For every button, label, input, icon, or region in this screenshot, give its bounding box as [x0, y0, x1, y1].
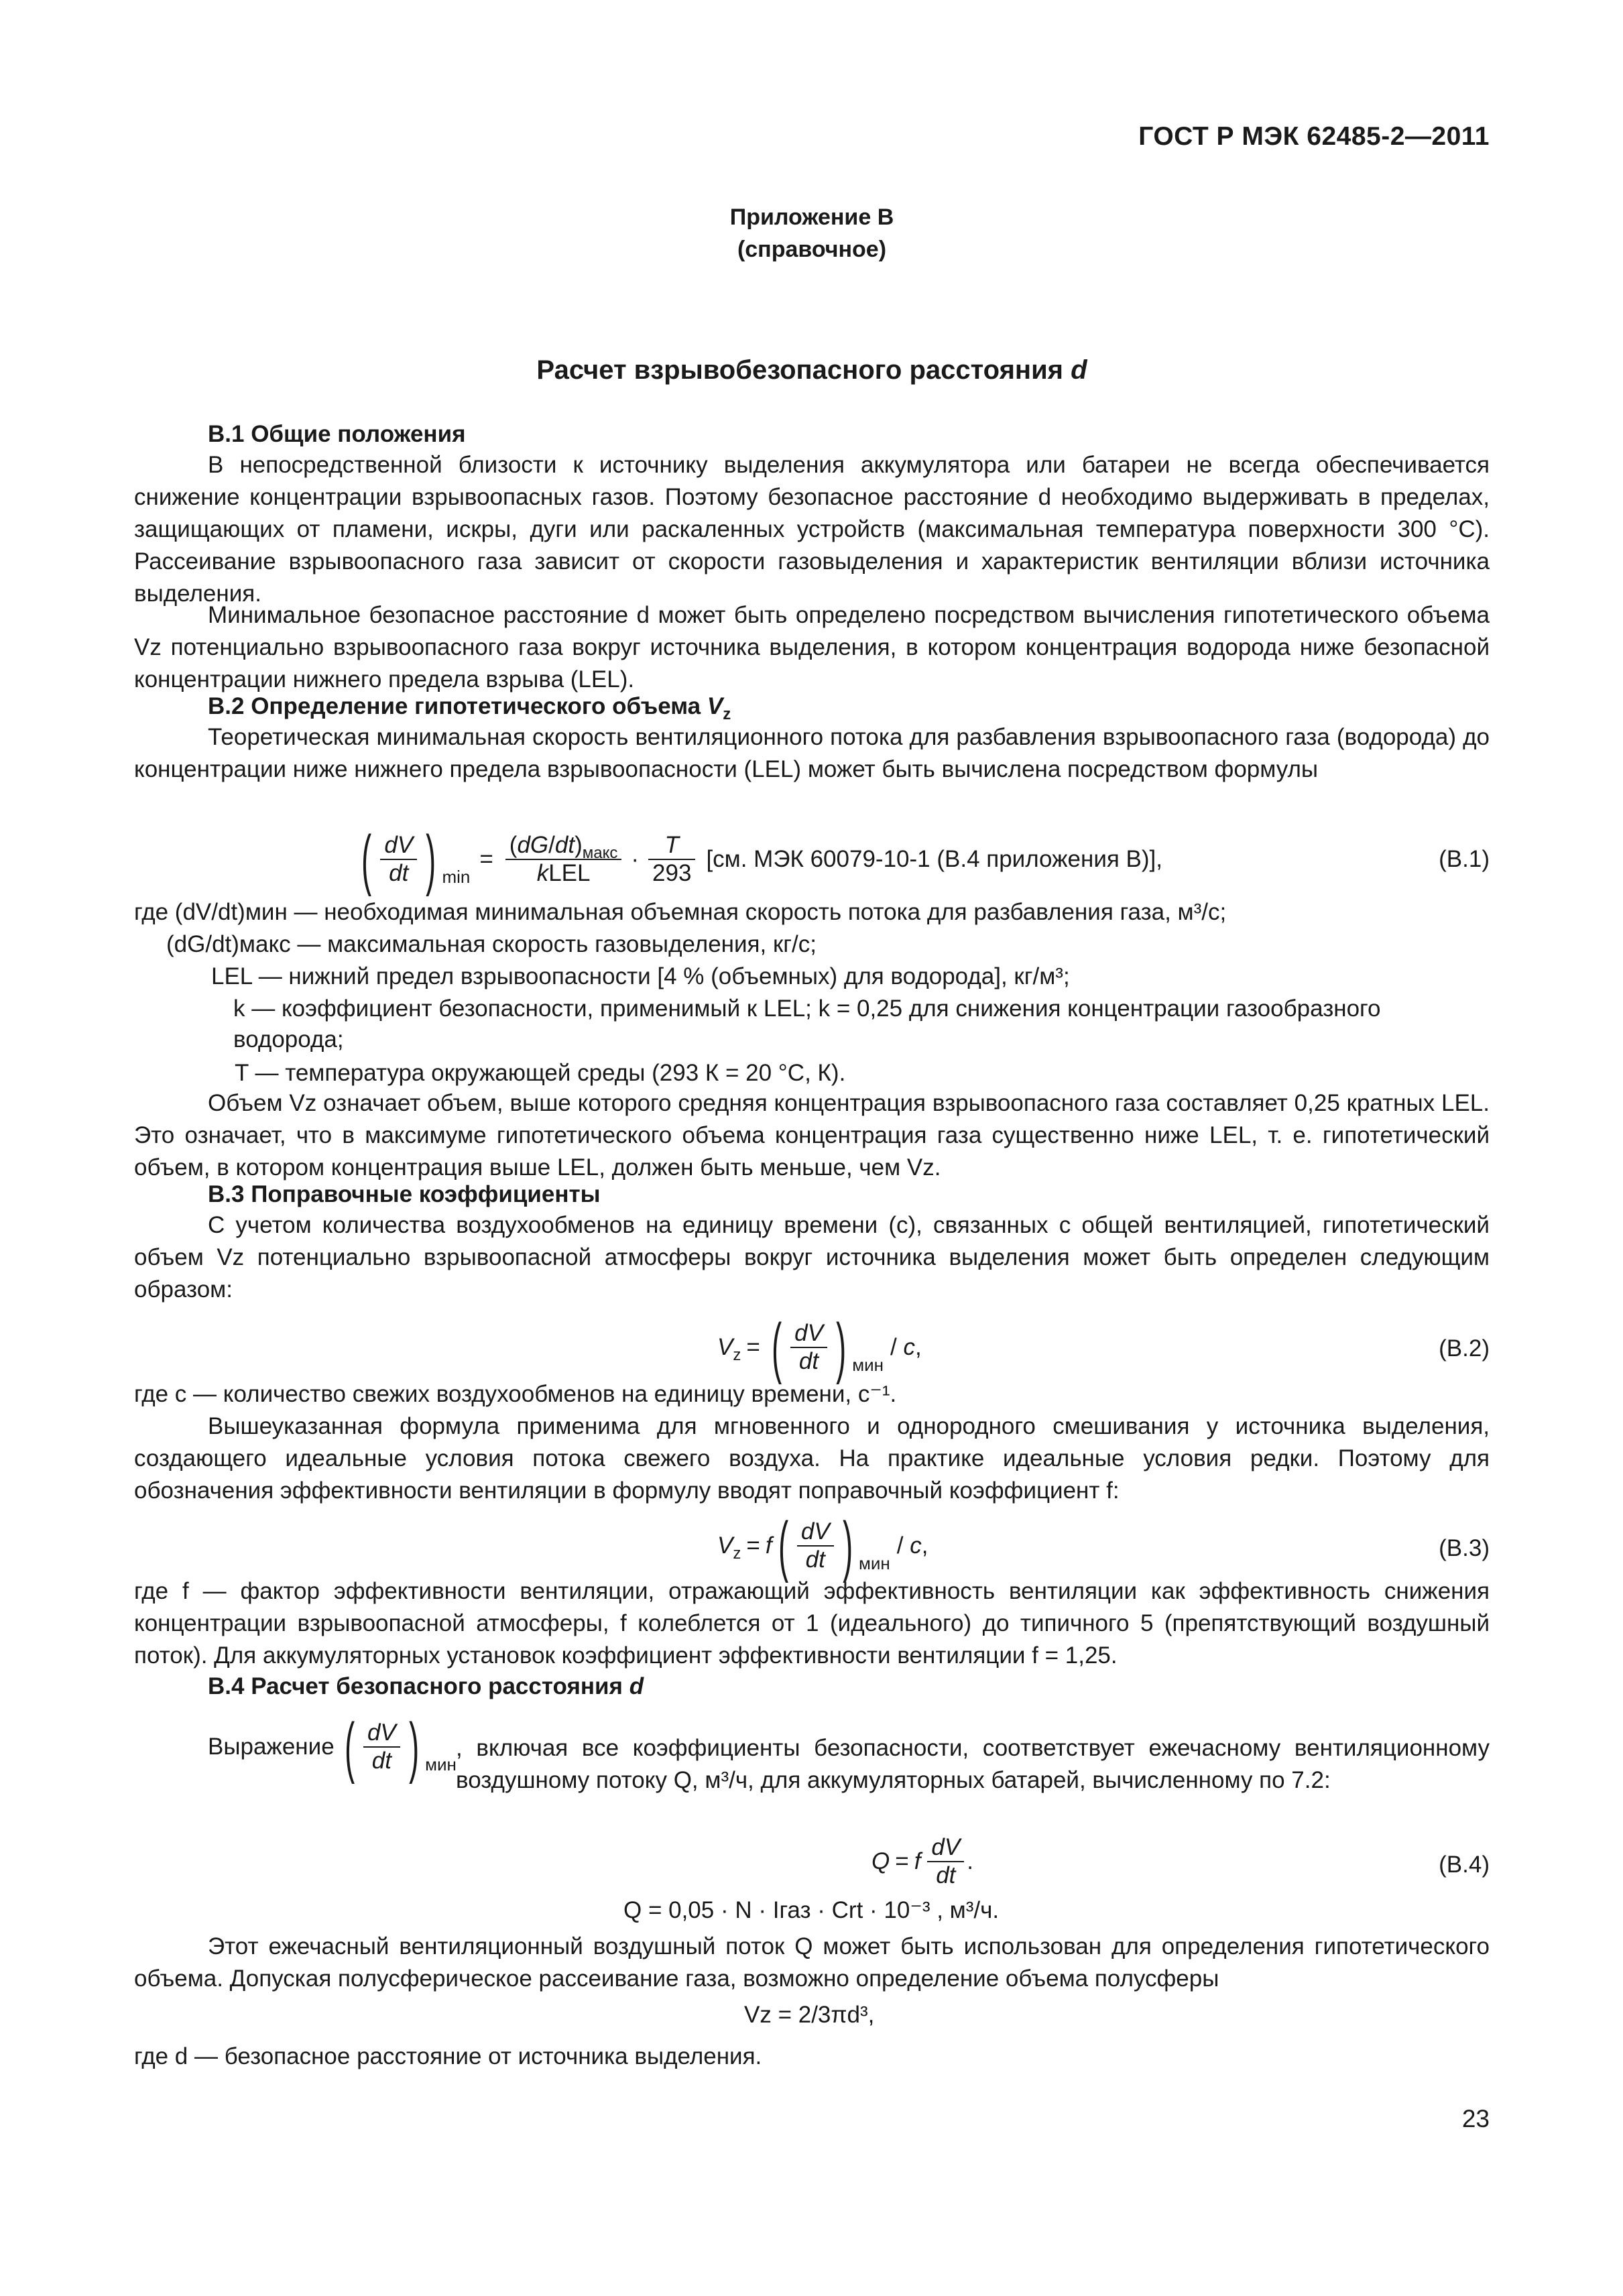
- definition-dgdt: (dG/dt)макс — максимальная скорость газовыделения, кг/с;: [166, 931, 817, 957]
- paragraph-b2-1: Теоретическая минимальная скорость вентиляционного потока для разбавления взрывоопасного газа (водорода) до концентрации ниже нижнего предела взрывоопасности (LEL) может быть вычислена посредством формулы: [134, 724, 1490, 782]
- paragraph-b3-1: С учетом количества воздухообменов на единицу времени (с), связанных с общей вентиляцией, гипотетический объем Vz потенциально взрывоопасной атмосферы вокруг источника выделения может быть определен следующим образом:: [134, 1212, 1490, 1303]
- section-heading-b3: В.3 Поправочные коэффициенты: [208, 1181, 601, 1207]
- annex-title: Приложение В: [729, 204, 894, 230]
- formula-vz: Vz = 2/3πd³,: [744, 2002, 875, 2028]
- where-f: где f — фактор эффективности вентиляции, отражающий эффективность вентиляции как эффективность снижения концентрации взрывоопасной атмосферы, f колеблется от 1 (идеального) до типичного 5 (препятствующий воздушный поток). Для аккумуляторных установок коэффициент эффективности вентиляции f = 1,25.: [134, 1578, 1490, 1669]
- document-title: Расчет взрывобезопасного расстояния d: [536, 355, 1087, 385]
- formula-b2: $V_z$ = ( $\frac{dV}{dt}$ ) мин / c,: [717, 1310, 922, 1385]
- section-heading-b1: В.1 Общие положения: [208, 421, 466, 447]
- equation-number-b1: (В.1): [1439, 846, 1490, 872]
- section-heading-b2: В.2 Определение гипотетического объема $V_z$: [208, 693, 731, 723]
- equation-number-b4: (В.4): [1439, 1852, 1490, 1878]
- definitions-list: [134, 897, 1490, 1098]
- where-c: где c — количество свежих воздухообменов на единицу времени, с⁻¹.: [134, 1381, 897, 1407]
- equation-number-b2: (В.2): [1439, 1335, 1490, 1362]
- definition-k: k — коэффициент безопасности, применимый к LEL; k = 0,25 для снижения концентрации газообразного водорода;: [233, 995, 1381, 1052]
- definition-dvdt: где (dV/dt)мин — необходимая минимальная объемная скорость потока для разбавления газа, м³/с;: [134, 899, 1227, 925]
- expression-word: Выражение: [208, 1734, 335, 1760]
- formula-q: Q = 0,05 · N · Iгаз · Crt · 10⁻³ , м³/ч.: [623, 1897, 1000, 1923]
- standard-number: ГОСТ Р МЭК 62485-2—2011: [1138, 122, 1490, 151]
- definition-lel: LEL — нижний предел взрывоопасности [4 % (объемных) для водорода], кг/м³;: [211, 963, 1070, 989]
- where-d: где d — безопасное расстояние от источника выделения.: [134, 2043, 762, 2069]
- formula-b4: Q = f $\frac{dV}{dt}$ .: [871, 1834, 973, 1888]
- paragraph-b1-2: Минимальное безопасное расстояние d может быть определено посредством вычисления гипотетического объема Vz потенциально взрывоопасного газа вокруг источника выделения, в котором концентрация водорода ниже безопасной концентрации нижнего предела взрыва (LEL).: [134, 602, 1490, 692]
- paragraph-b2-2: Объем Vz означает объем, выше которого средняя концентрация взрывоопасного газа составляет 0,25 кратных LEL. Это означает, что в максимуме гипотетического объема концентрация газа существенно ниже LEL, т. е. гипотетический объем, в котором концентрация выше LEL, должен быть меньше, чем Vz.: [134, 1090, 1490, 1181]
- formula-b3: $V_z$ = f ( $\frac{dV}{dt}$ ) мин / c,: [717, 1508, 928, 1583]
- formula-b1-ref: [см. МЭК 60079-10-1 (В.4 приложения В)],: [706, 846, 1163, 872]
- annex-kind: (справочное): [737, 237, 887, 262]
- formula-b1: ( $\frac{dV}{dt}$ ) min = $\frac{(dG/dt)_{макс}}{\text{kLEL}}$ · $\frac{T}{293}$ [см. МЭК 60079-10-1 (В.4 приложения В)],: [361, 822, 1163, 897]
- definition-t: T — температура окружающей среды (293 К = 20 °С, К).: [235, 1060, 846, 1086]
- page-number: 23: [1461, 2105, 1490, 2132]
- section-heading-b4: В.4 Расчет безопасного расстояния d: [208, 1673, 644, 1699]
- paragraph-b1-1: В непосредственной близости к источнику выделения аккумулятора или батареи не всегда обеспечивается снижение концентрации взрывоопасных газов. Поэтому безопасное расстояние d необходимо выдерживать в пределах, защищающих от пламени, искры, дуги или раскаленных устройств (максимальная температура поверхности 300 °С). Рассеивание взрывоопасного газа зависит от скорости газовыделения и характеристик вентиляции вблизи источника выделения.: [134, 452, 1490, 607]
- paragraph-b4-1: , включая все коэффициенты безопасности, соответствует ежечасному вентиляционному воздушному потоку Q, м³/ч, для аккумуляторных батарей, вычисленному по 7.2:: [456, 1735, 1490, 1793]
- paragraph-b4-2: Этот ежечасный вентиляционный воздушный поток Q может быть использован для определения гипотетического объема. Допуская полусферическое рассеивание газа, возможно определение объема полусферы: [134, 1933, 1490, 1992]
- expression-line: Выражение ( $\frac{dV}{dt}$ ) мин: [208, 1709, 457, 1785]
- paragraph-b3-2: Вышеуказанная формула применима для мгновенного и однородного смешивания у источника выделения, создающего идеальные условия потока свежего воздуха. На практике идеальные условия редки. Поэтому для обозначения эффективности вентиляции в формулу вводят поправочный коэффициент f:: [134, 1413, 1490, 1504]
- equation-number-b3: (В.3): [1439, 1535, 1490, 1561]
